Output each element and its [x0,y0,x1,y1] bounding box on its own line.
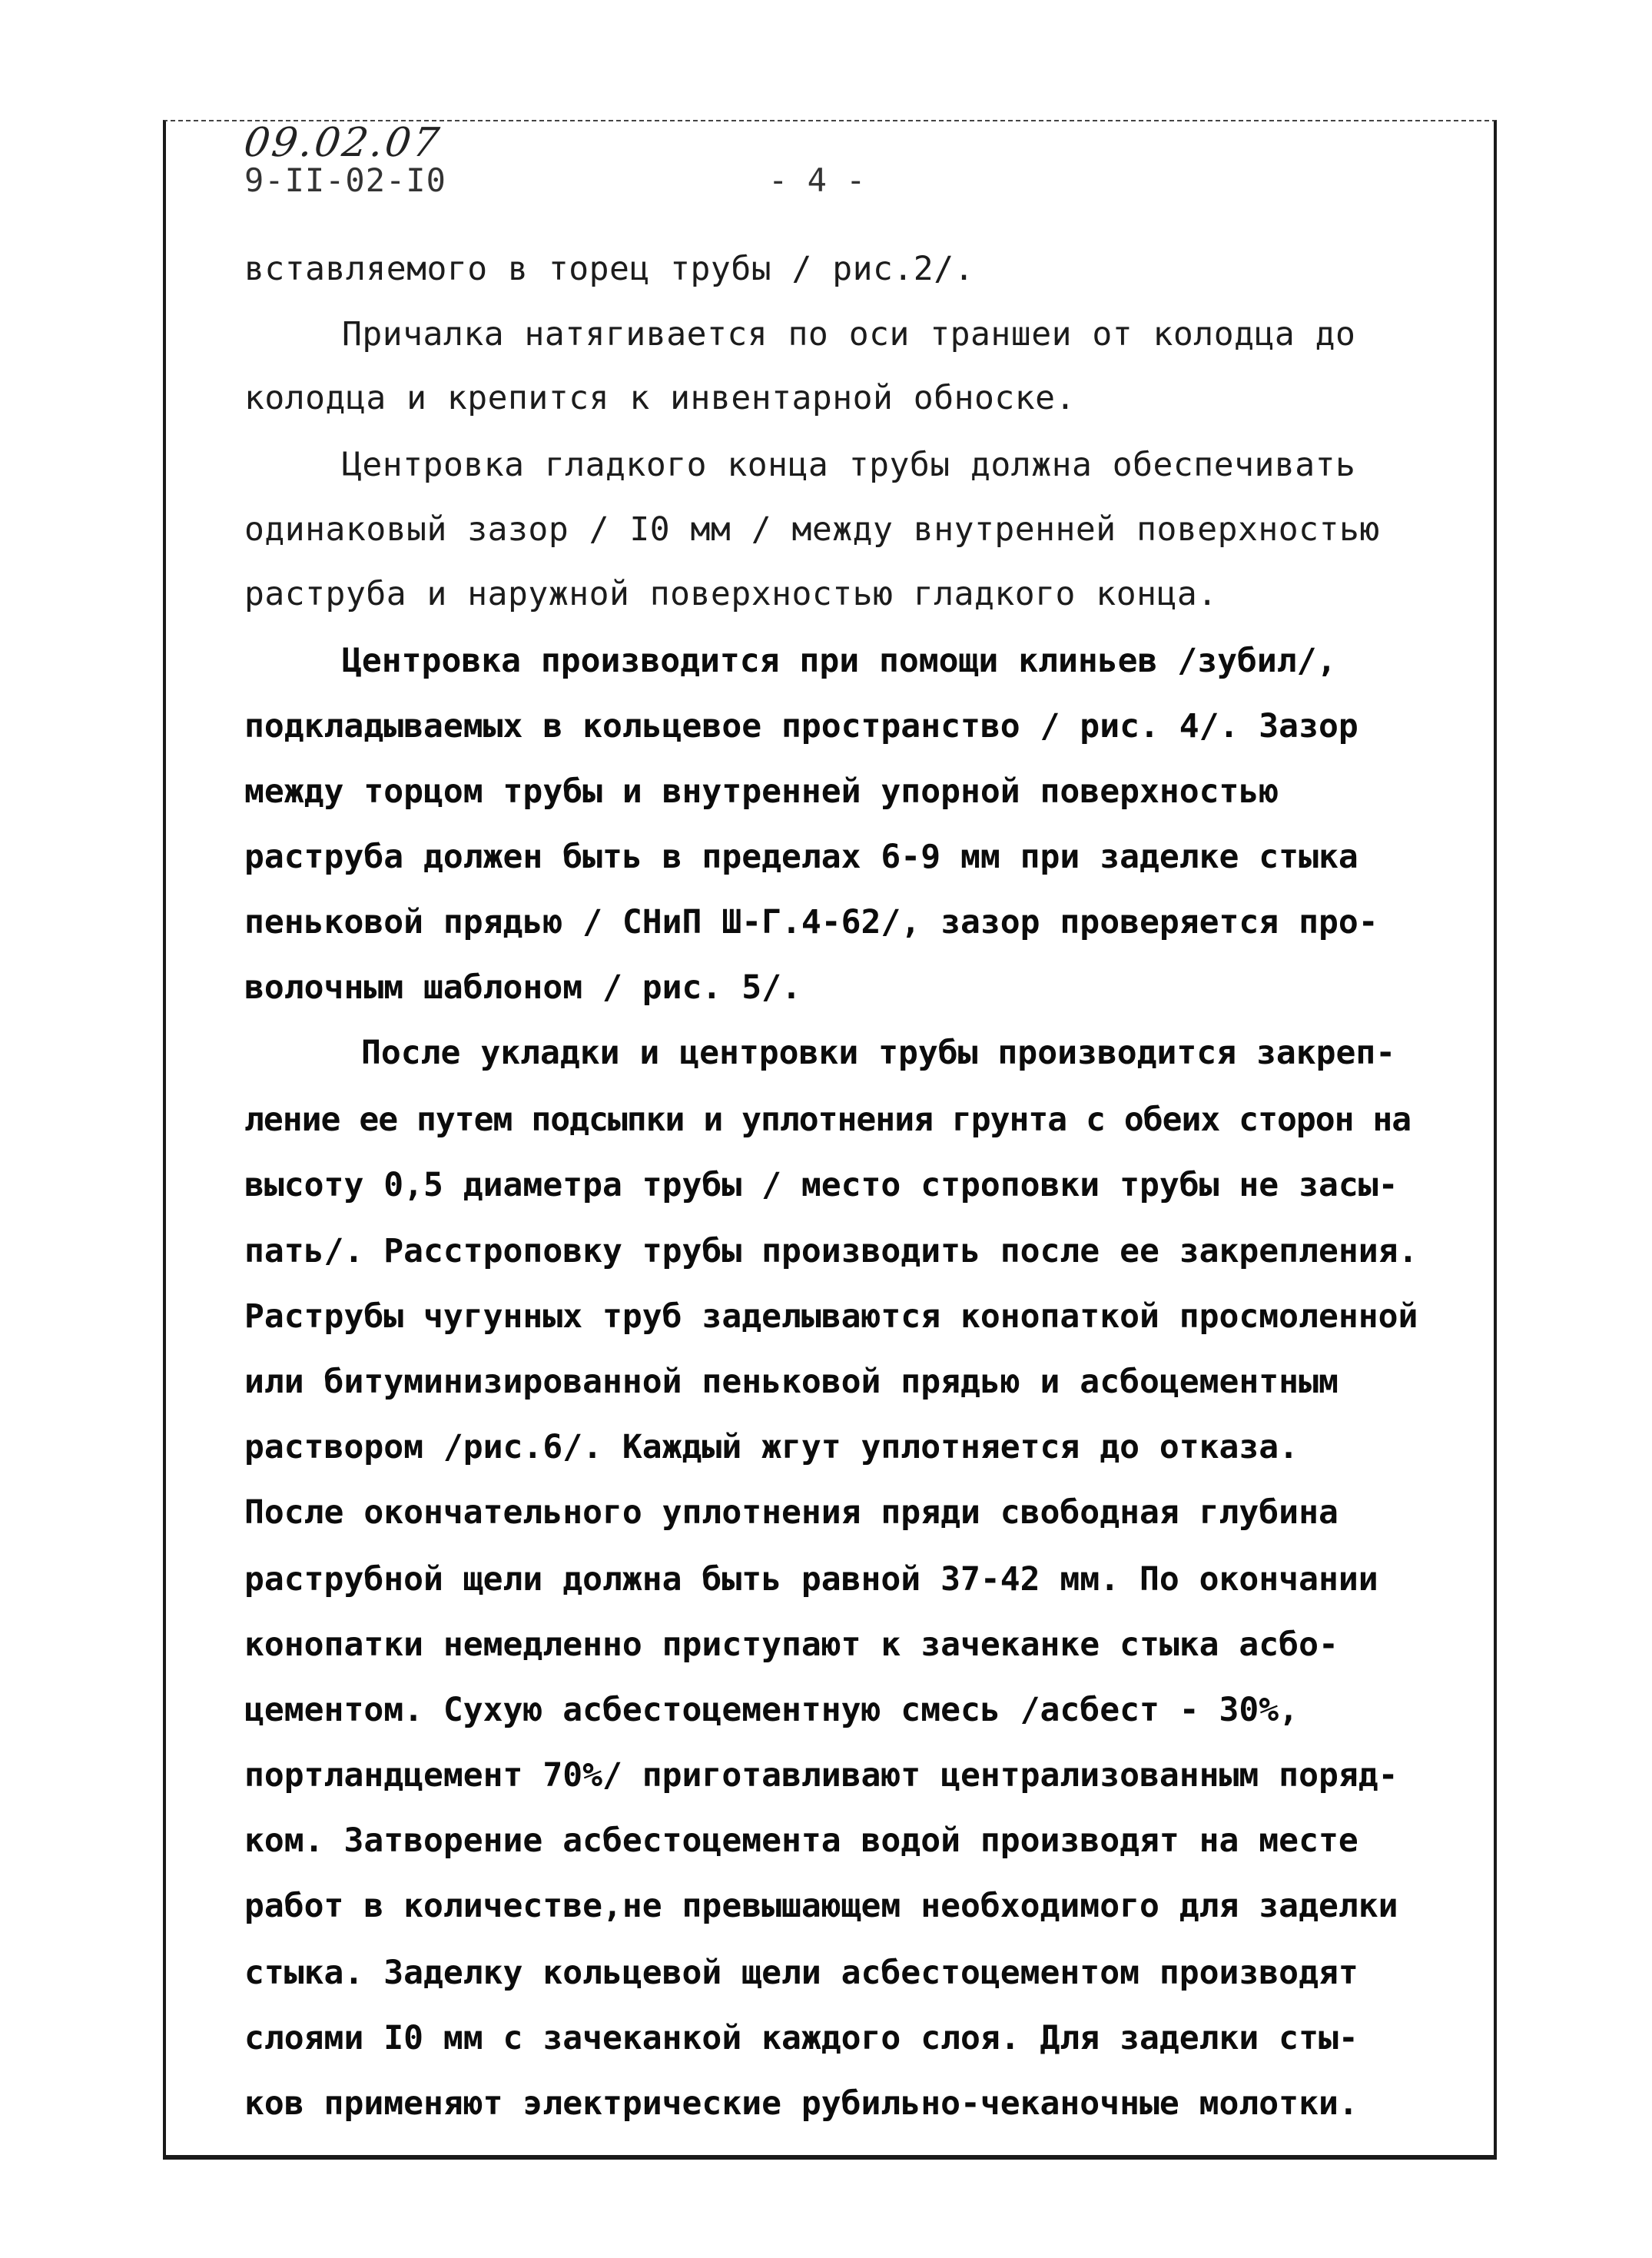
text-line: или битуминизированной пеньковой прядью и асбоцементным [244,1363,1339,1401]
text-line: Причалка натягивается по оси траншеи от колодца до [342,315,1356,354]
text-line: стыка. Заделку кольцевой щели асбестоцементом производят [244,1954,1358,1992]
text-line: ление ее путем подсыпки и уплотнения грунта с обеих сторон на [244,1101,1411,1139]
text-line: пать/. Расстроповку трубы производить после ее закрепления. [244,1232,1418,1270]
text-line: конопатки немедленно приступают к зачеканке стыка асбо- [244,1625,1339,1664]
text-line: раструба должен быть в пределах 6-9 мм при заделке стыка [244,838,1358,876]
text-line: портландцемент 70%/ приготавливают централизованным поряд- [244,1756,1398,1795]
page-number: - 4 - [768,161,866,199]
text-line: ком. Затворение асбестоцемента водой производят на месте [244,1821,1358,1860]
text-line: цементом. Сухую асбестоцементную смесь /асбест - 30%, [244,1691,1299,1729]
text-line: волочным шаблоном / рис. 5/. [244,968,801,1007]
document-code: 9-II-02-I0 [244,161,446,199]
text-line: Раструбы чугунных труб заделываются конопаткой просмоленной [244,1297,1418,1336]
text-line: работ в количестве,не превышающем необходимого для заделки [244,1887,1398,1925]
text-line: пеньковой прядью / СНиП Ш-Г.4-62/, зазор проверяется про- [244,903,1378,941]
text-line: Центровка производится при помощи клиньев /зубил/, [342,642,1337,680]
text-line: слоями I0 мм с зачеканкой каждого слоя. Для заделки сты- [244,2019,1358,2057]
text-line: колодца и крепится к инвентарной обноске. [244,379,1076,417]
text-line: вставляемого в торец трубы / рис.2/. [244,250,974,288]
text-line: высоту 0,5 диаметра трубы / место строповки трубы не засы- [244,1166,1398,1204]
text-line: Центровка гладкого конца трубы должна обеспечивать [342,446,1356,484]
text-line: между торцом трубы и внутренней упорной поверхностью [244,772,1279,811]
text-line: подкладываемых в кольцевое пространство / рис. 4/. Зазор [244,707,1358,745]
text-line: раствором /рис.6/. Каждый жгут уплотняется до отказа. [244,1428,1299,1466]
text-line: После окончательного уплотнения пряди свободная глубина [244,1493,1339,1532]
text-line: После укладки и центровки трубы производится закреп- [361,1034,1396,1072]
text-line: раструба и наружной поверхностью гладкого конца. [244,575,1218,613]
text-line: ков применяют электрические рубильно-чеканочные молотки. [244,2084,1358,2123]
text-line: одинаковый зазор / I0 мм / между внутренней поверхностью [244,510,1380,549]
text-line: раструбной щели должна быть равной 37-42 мм. По окончании [244,1560,1378,1599]
handwritten-stamp: 09.02.07 [241,120,444,166]
